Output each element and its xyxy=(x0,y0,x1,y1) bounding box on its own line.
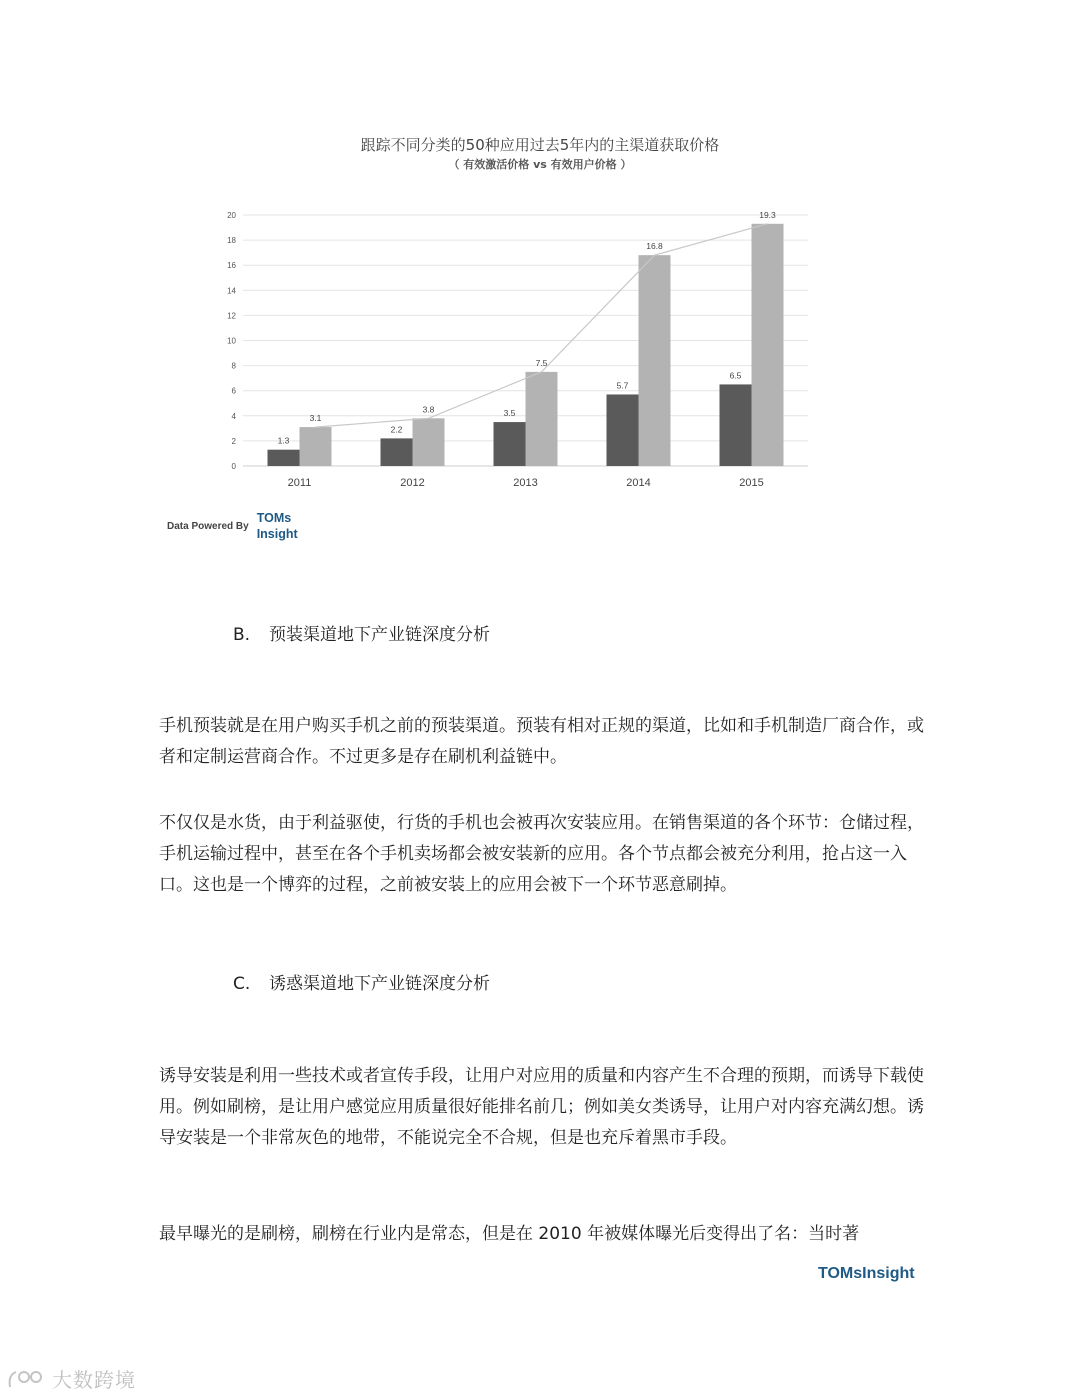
y-tick-label: 14 xyxy=(227,286,236,296)
bar xyxy=(720,384,752,466)
y-tick-label: 12 xyxy=(227,311,236,321)
bar xyxy=(494,422,526,466)
data-label: 19.3 xyxy=(759,209,776,220)
x-tick-label: 2014 xyxy=(626,477,651,489)
section-title: 预装渠道地下产业链深度分析 xyxy=(269,625,490,645)
chart-title: 跟踪不同分类的50种应用过去5年内的主渠道获取价格 xyxy=(360,136,720,154)
x-tick-label: 2012 xyxy=(400,477,425,489)
x-tick-label: 2015 xyxy=(739,477,764,489)
data-label: 7.5 xyxy=(535,357,548,368)
watermark-text: 大数跨境 xyxy=(52,1368,136,1392)
credit-brand xyxy=(257,510,298,542)
data-label: 16.8 xyxy=(646,241,663,252)
section-heading-c xyxy=(233,969,490,994)
y-tick-label: 10 xyxy=(227,336,236,346)
data-label: 3.5 xyxy=(503,408,516,419)
y-tick-label: 16 xyxy=(227,261,236,271)
data-label: 5.7 xyxy=(616,380,629,391)
section-letter: C. xyxy=(233,974,251,994)
bar xyxy=(381,438,413,466)
paragraph-preinstall: 手机预装就是在用户购买手机之前的预装渠道。预装有相对正规的渠道，比如和手机制造厂商合作，或者和定制运营商合作。不过更多是存在刷机利益链中。 xyxy=(159,716,924,767)
paragraph-ranking: 最早曝光的是刷榜，刷榜在行业内是常态，但是在 2010 年被媒体曝光后变得出了名：当时著 xyxy=(159,1224,860,1244)
section-letter: B. xyxy=(233,625,251,645)
bar xyxy=(607,394,639,466)
x-axis xyxy=(288,477,764,489)
data-label: 3.8 xyxy=(422,404,435,415)
y-tick-label: 20 xyxy=(227,211,236,220)
footer-brand: TOMsInsight xyxy=(818,1265,915,1282)
data-label: 1.3 xyxy=(277,435,290,446)
logo-icon xyxy=(6,1367,46,1391)
credit-brand-line1: TOMs xyxy=(256,511,292,525)
data-credit xyxy=(167,510,298,542)
credit-label: Data Powered By xyxy=(167,520,249,532)
y-tick-label: 18 xyxy=(227,236,236,246)
bar xyxy=(413,418,445,466)
bar xyxy=(526,372,558,466)
y-tick-label: 8 xyxy=(231,361,236,371)
bar xyxy=(300,427,332,466)
y-axis xyxy=(227,211,236,471)
y-tick-label: 0 xyxy=(231,462,236,471)
section-heading-b xyxy=(233,620,490,645)
x-tick-label: 2013 xyxy=(513,477,538,489)
bar xyxy=(639,255,671,466)
paragraph-induced-install: 诱导安装是利用一些技术或者宣传手段，让用户对应用的质量和内容产生不合理的预期，而诱导下载使用。例如刷榜，是让用户感觉应用质量很好能排名前几；例如美女类诱导，让用户对内容充满幻想。诱导安装是一个非常灰色的地带，不能说完全不合规，但是也充斥着黑市手段。 xyxy=(159,1066,924,1148)
chart-subtitle: （ 有效激活价格 vs 有效用户价格 ） xyxy=(448,158,632,171)
bar xyxy=(752,224,784,466)
y-tick-label: 4 xyxy=(231,411,236,421)
data-label: 3.1 xyxy=(309,413,322,424)
bars xyxy=(268,224,784,466)
data-label: 6.5 xyxy=(729,370,742,381)
watermark xyxy=(6,1364,136,1393)
credit-brand-line2: Insight xyxy=(256,527,298,541)
y-tick-label: 6 xyxy=(231,386,236,396)
x-tick-label: 2011 xyxy=(287,477,312,489)
paragraph-channels: 不仅仅是水货，由于利益驱使，行货的手机也会被再次安装应用。在销售渠道的各个环节：仓储过程，手机运输过程中，甚至在各个手机卖场都会被安装新的应用。各个节点都会被充分利用，抢占这一入口。这也是一个博弈的过程，之前被安装上的应用会被下一个环节恶意刷掉。 xyxy=(159,813,924,895)
section-title: 诱惑渠道地下产业链深度分析 xyxy=(269,974,490,994)
bar-chart xyxy=(0,0,1080,560)
bar xyxy=(268,450,300,466)
data-label: 2.2 xyxy=(390,424,403,435)
y-tick-label: 2 xyxy=(231,436,236,446)
